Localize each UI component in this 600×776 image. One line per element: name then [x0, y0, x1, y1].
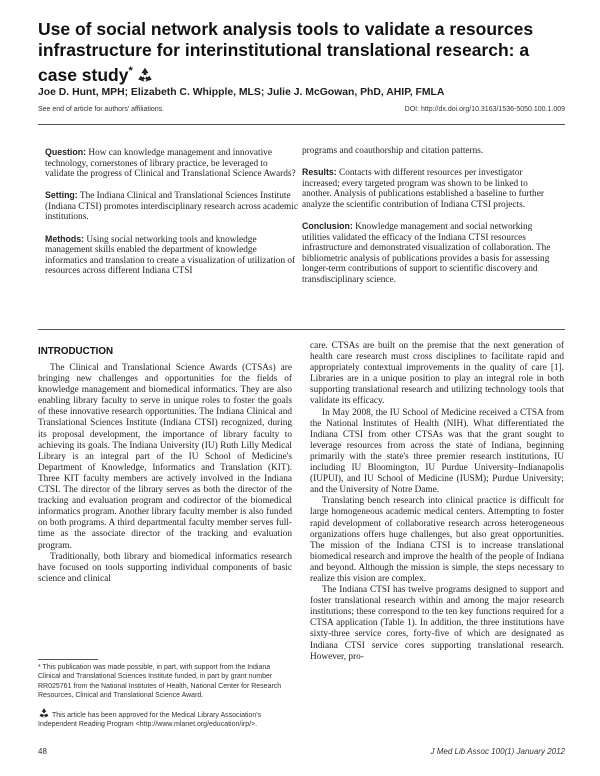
body-left-column	[38, 363, 292, 585]
body-right-column	[310, 341, 564, 663]
abstract-left-column	[45, 147, 299, 287]
funding-footnote: * This publication was made possible, in part, with support from the Indiana Clinical and Translational Sciences Institute funded, in part by grant number RR025761 from the National Institutes of Health, National Center for Research Resources, Clinical and Translational Science Award.	[38, 664, 282, 700]
abstract-question: Question: How can knowledge management and innovative technology, cornerstones of library practice, be leveraged to validate the progress of Clinical and Translational Science Awards?	[45, 147, 296, 180]
mla-footnote: This article has been approved for the Medical Library Association's Independent Reading Program <http://www.mlanet.org/education/irp/>.	[38, 707, 292, 730]
abstract-methods-continued: programs and coauthorship and citation patterns.	[302, 146, 484, 156]
intro-paragraph-4: Translating bench research into clinical practice is difficult for large homogeneous academic medical centers. Attempting to foster rapid development of collaborative research across heterogeneous organizations offers huge challenges, but also great opportunities. The mission of the Indiana CTSI is to increase translational biomedical research and improve the health of the people of Indiana and beyond. Although the mission is simple, the steps necessary to realize this vision are complex.	[310, 496, 564, 584]
journal-citation: J Med Lib Assoc 100(1) January 2012	[430, 747, 565, 756]
doi-link[interactable]: DOI: http://dx.doi.org/10.3163/1536-5050.100.1.009	[404, 106, 565, 113]
page-number: 48	[38, 747, 47, 756]
intro-paragraph-2-continued: care. CTSAs are built on the premise that the next generation of health care research must cross disciplines to facilitate rapid and appropriately contextual improvements in the quality of care [1]. Libraries are in a unique position to play an integral role in both supporting translational research and utilizing technology tools that validate its efficacy.	[310, 341, 564, 407]
abstract-setting: Setting: The Indiana Clinical and Translational Sciences Institute (Indiana CTSI) promotes interdisciplinary research across academic institutions.	[45, 190, 298, 223]
abstract-conclusion: Conclusion: Knowledge management and social networking utilities validated the efficacy of the Indiana CTSI resources infrastructure and demonstrated visualization of collaboration. The bibliometric analysis of publications provides a basis for assessing longer-term contributions of support to scientific discovery and transdisciplinary science.	[302, 220, 551, 285]
article-title: Use of social network analysis tools to validate a resources infrastructure for interinstitutional translational research: a case study*	[38, 19, 534, 85]
intro-paragraph-2: Traditionally, both library and biomedical informatics research have focused on tools supporting individual components of basic science and clinical	[38, 551, 292, 584]
recycle-icon	[38, 707, 50, 719]
intro-paragraph-1: The Clinical and Translational Science Awards (CTSAs) are bringing new challenges and opportunities for the fields of knowledge management and biomedical informatics. They are also enabling library faculty to serve in unique roles to foster the goals of these innovative research opportunities. The Indiana Clinical and Translational Sciences Institute (Indiana CTSI) recognized, during its proposal development, the importance of library faculty to achieving its goals. The Indiana University (IU) Ruth Lilly Medical Library is an integral part of the IU School of Medicine's Department of Knowledge, Informatics and Translation (KIT). Three KIT faculty members are actively involved in the Indiana CTSI. The director of the library serves as both the director of the tracking and evaluation program and codirector of the biomedical informatics program. Another library faculty member is also funded on both programs. A third departmental faculty member serves full-time as the associate director of the tracking and evaluation program.	[38, 363, 292, 551]
article-meta	[38, 106, 565, 113]
abstract-right-column	[302, 146, 556, 296]
section-heading-introduction: INTRODUCTION	[38, 346, 114, 357]
abstract-top-rule	[38, 124, 565, 125]
intro-paragraph-3: In May 2008, the IU School of Medicine received a CTSA from the National Institutes of Health (NIH). What differentiated the Indiana CTSI from other CTSAs was that the grant sought to leverage resources from across the state of Indiana, beginning primarily with the state's three premier research institutions, IU including IU Bloomington, IU Purdue University–Indianapolis (IUPUI), and IU School of Medicine (IUSM); Purdue University; and the University of Notre Dame.	[310, 407, 564, 496]
footnote-rule	[38, 659, 98, 660]
abstract-bottom-rule	[38, 329, 565, 330]
abstract-results: Results: Contacts with different resources per investigator increased; every targeted program was shown to be linked to another. Analysis of publications established a baseline to further analyze the scientific contribution of Indiana CTSI projects.	[302, 167, 544, 210]
footnotes	[38, 663, 292, 735]
recycle-icon	[136, 66, 154, 84]
affiliation-note: See end of article for authors' affiliations.	[38, 106, 165, 113]
abstract-methods: Methods: Using social networking tools and knowledge management skills enabled the department of knowledge informatics and translation to create a visualization of utilization of resources across different Indiana CTSI	[45, 233, 296, 277]
title-footnote-mark: *	[128, 65, 133, 77]
intro-paragraph-5: The Indiana CTSI has twelve programs designed to support and foster translational research within and among the major research institutions; these correspond to the ten key functions required for a CTSA application (Table 1). In addition, the three institutions have sixty-three service cores, forty-five of which are designated as Indiana CTSI service cores supporting translational research. However, pro-	[310, 585, 564, 662]
author-list: Joe D. Hunt, MPH; Elizabeth C. Whipple, MLS; Julie J. McGowan, PhD, AHIP, FMLA	[38, 87, 445, 98]
